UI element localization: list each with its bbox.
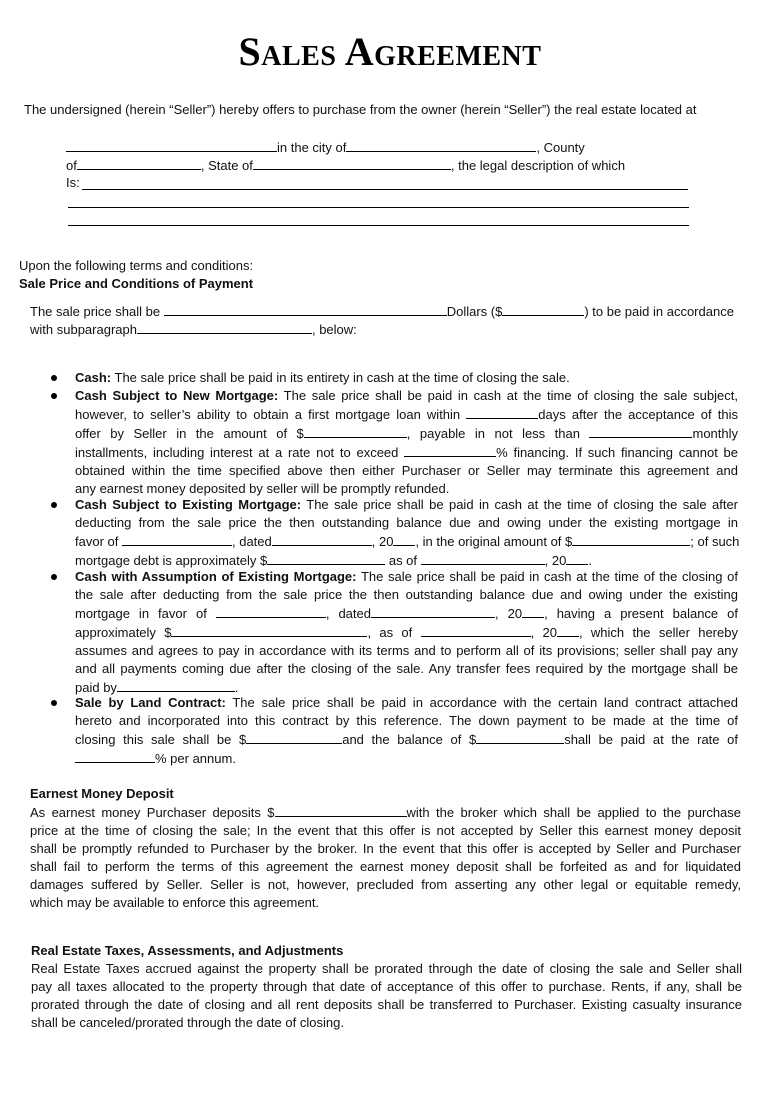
bullet-icon (51, 700, 57, 706)
county-field[interactable] (77, 156, 201, 170)
sale-price-words-field[interactable] (164, 302, 447, 316)
debt-as-of-year-field[interactable] (566, 551, 588, 565)
loan-days-field[interactable] (466, 405, 538, 419)
sale-price-line-2: with subparagraph , below: (30, 322, 357, 337)
intro-text: The undersigned (herein “Seller”) hereby offers to purchase from the owner (herein “Seller”) the real estate located at (24, 102, 697, 117)
debt-as-of-date-field[interactable] (421, 551, 545, 565)
balance-as-of-year-field[interactable] (557, 623, 579, 637)
balance-field[interactable] (476, 730, 564, 744)
bullet-icon (51, 375, 57, 381)
new-mortgage-option: Cash Subject to New Mortgage: The sale price shall be paid in cash at the time of closing the sale subject, however, to seller’s ability to obtain a first mortgage loan within days after the acceptance of this offer by Seller in the amount of $ , payable in not less than monthly installments, including interest at a rate not to exceed % financing. If such financing cannot be obtained within the time specified above then either Purchaser or Seller may terminate this agreement and any earnest money deposited by seller will be promptly refunded. (75, 388, 739, 496)
assumption-option: Cash with Assumption of Existing Mortgage: The sale price shall be paid in cash at the time of the closing of the sale after deducting from the sale price the then outstanding balance due and owing under the existing mortgage in favor of , dated , 20 , having a present balance of approximately $ , as of , 20 , which the seller hereby assumes and agrees to pay in accordance with its terms and to perform all of its provisions; seller shall pay any and all payments coming due after the closing of the sale. Any transfer fees required by the mortgage shall be paid by . (75, 569, 739, 695)
down-payment-field[interactable] (246, 730, 342, 744)
mortgage-debt-field[interactable] (267, 551, 385, 565)
installments-field[interactable] (589, 424, 692, 438)
cash-option: Cash: The sale price shall be paid in its entirety in cash at the time of closing the sale. (75, 370, 570, 385)
location-line-3: Is: (66, 175, 80, 190)
original-amount-field[interactable] (572, 532, 690, 546)
existing-mortgage-option: Cash Subject to Existing Mortgage: The sale price shall be paid in cash at the time of closing the sale after deducting from the sale price the then outstanding balance due and owing under the existing mortgage in favor of , dated , 20 , in the original amount of $ ; of such mortgage debt is approximately $ as of , 20 . (75, 497, 740, 568)
page-title: Sales Agreement (238, 29, 542, 74)
street-address-field[interactable] (66, 138, 277, 152)
interest-rate-field[interactable] (404, 443, 496, 457)
location-line-2: of , State of , the legal description of which (66, 158, 626, 173)
location-line-1: in the city of , County (66, 138, 585, 157)
sale-price-line-1: The sale price shall be Dollars ($ ) to be paid in accordance (30, 304, 734, 319)
bullet-icon (51, 502, 57, 508)
legal-description-line-3[interactable] (68, 225, 689, 226)
present-balance-field[interactable] (171, 623, 367, 637)
bullet-icon (51, 574, 57, 580)
legal-description-line-2[interactable] (68, 207, 689, 208)
assumed-mortgage-year-field[interactable] (522, 604, 544, 618)
assumed-mortgage-date-field[interactable] (371, 604, 495, 618)
earnest-deposit-field[interactable] (275, 803, 407, 817)
earnest-money-heading: Earnest Money Deposit (30, 786, 174, 801)
legal-description-line-1[interactable] (82, 189, 688, 190)
land-contract-option: Sale by Land Contract: The sale price shall be paid in accordance with the certain land contract attached hereto and incorporated into this contract by this reference. The down payment to be made at the time of closing this sale shall be $ and the balance of $ shall be paid at the rate of % per annum. (75, 695, 739, 766)
loan-amount-field[interactable] (304, 424, 407, 438)
annual-rate-field[interactable] (75, 749, 155, 763)
bullet-icon (51, 393, 57, 399)
sale-price-heading: Sale Price and Conditions of Payment (19, 276, 254, 291)
balance-as-of-date-field[interactable] (421, 623, 531, 637)
transfer-fees-paid-by-field[interactable] (117, 678, 235, 692)
subparagraph-field[interactable] (137, 320, 312, 334)
sale-price-amount-field[interactable] (502, 302, 584, 316)
taxes-paragraph: Real Estate Taxes accrued against the property shall be prorated through the date of closing the sale and Seller shall pay all taxes allocated to the property through that date of acceptance of this offer to purchase. Rents, if any, shall be prorated through the date of closing and all rent deposits shall be transferred to Purchaser. Existing casualty insurance shall be canceled/prorated through the date of closing. (31, 961, 742, 1030)
taxes-heading: Real Estate Taxes, Assessments, and Adjustments (31, 943, 344, 958)
existing-mortgage-date-field[interactable] (272, 532, 372, 546)
existing-mortgagee-field[interactable] (122, 532, 232, 546)
earnest-money-paragraph: As earnest money Purchaser deposits $ with the broker which shall be applied to the purchase price at the time of closing the sale; In the event that this offer is not accepted by Seller this earnest money deposit shall be promptly refunded to Purchaser by the broker. In the event that this offer is accepted by Seller and Purchaser shall fail to perform the terms of this agreement the earnest money deposit shall be forfeited as and for liquidated damages suffered by Seller. Seller is not, however, precluded from asserting any other legal or equitable remedy, which may be available to enforce this agreement. (30, 805, 742, 910)
state-field[interactable] (253, 156, 451, 170)
terms-intro: Upon the following terms and conditions: (19, 258, 254, 273)
city-field[interactable] (346, 138, 536, 152)
existing-mortgage-year-field[interactable] (393, 532, 415, 546)
assumed-mortgagee-field[interactable] (216, 604, 326, 618)
